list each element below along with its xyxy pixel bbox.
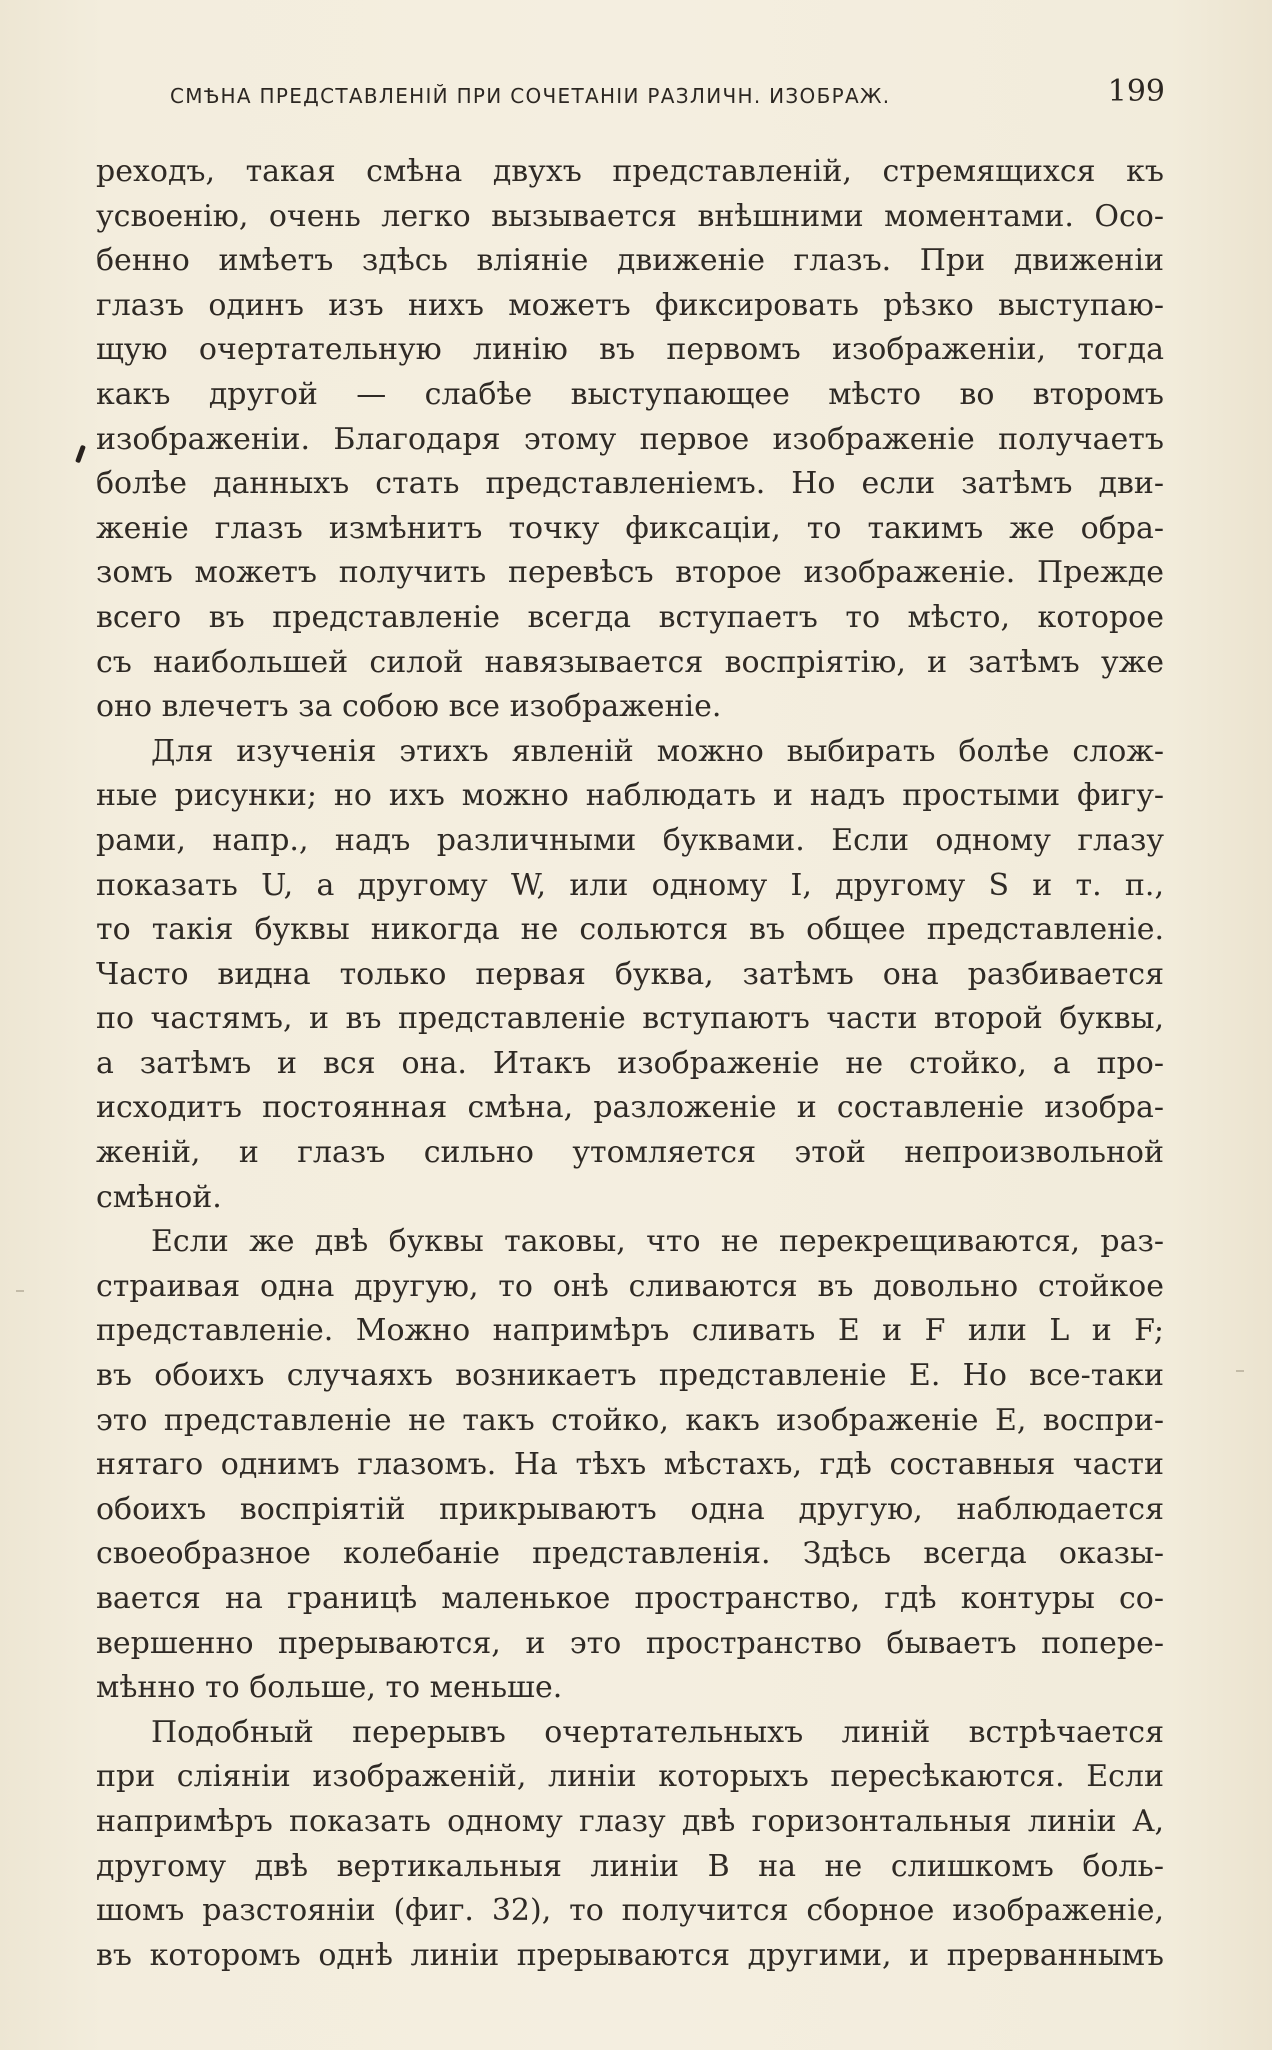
text-line: въ которомъ однѣ линіи прерываются другими, и прерваннымъ xyxy=(96,1937,1164,1973)
text-line: вается на границѣ маленькое пространство, гдѣ контуры со- xyxy=(96,1581,1164,1616)
text-line: въ обоихъ случаяхъ возникаетъ представленіе E. Но все-таки xyxy=(96,1358,1164,1394)
body-text xyxy=(96,150,1164,1978)
text-line: страивая одна другую, то онѣ сливаются въ довольно стойкое xyxy=(96,1268,1164,1304)
text-line: показать U, а другому W, или одному I, другому S и т. п., xyxy=(96,867,1164,903)
text-line: съ наибольшей силой навязывается воспріятію, и затѣмъ уже xyxy=(96,644,1164,680)
text-line: щую очертательную линію въ первомъ изображеніи, тогда xyxy=(96,332,1164,368)
text-line: при сліяніи изображеній, линіи которыхъ пересѣкаются. Если xyxy=(96,1759,1164,1795)
paper-speck xyxy=(1236,1370,1244,1372)
text-line: глазъ одинъ изъ нихъ можетъ фиксировать рѣзко выступаю- xyxy=(96,287,1164,323)
paragraph-last-line: смѣной. xyxy=(96,1179,222,1215)
text-line: реходъ, такая смѣна двухъ представленій, стремящихся къ xyxy=(96,154,1164,189)
text-line: вершенно прерываются, и это пространство бываетъ попере- xyxy=(96,1625,1164,1661)
text-line: женіе глазъ измѣнитъ точку фиксаціи, то такимъ же обра- xyxy=(96,510,1164,546)
paragraph-first-line: Подобный перерывъ очертательныхъ линій встрѣчается xyxy=(151,1714,1164,1750)
paragraph-first-line: Для изученія этихъ явленій можно выбирать болѣе слож- xyxy=(151,733,1164,769)
text-line: исходитъ постоянная смѣна, разложеніе и составленіе изобра- xyxy=(96,1090,1164,1126)
text-line: бенно имѣетъ здѣсь вліяніе движеніе глазъ. При движеніи xyxy=(96,243,1164,279)
text-line: то такія буквы никогда не сольются въ общее представленіе. xyxy=(96,912,1164,948)
text-line: нятаго однимъ глазомъ. На тѣхъ мѣстахъ, гдѣ составныя части xyxy=(96,1447,1164,1483)
text-line: какъ другой — слабѣе выступающее мѣсто во второмъ xyxy=(96,376,1164,412)
text-line: рами, напр., надъ различными буквами. Если одному глазу xyxy=(96,822,1164,858)
paragraph-first-line: Если же двѣ буквы таковы, что не перекрещиваются, раз- xyxy=(151,1224,1164,1260)
text-line: изображеніи. Благодаря этому первое изображеніе получаетъ xyxy=(96,421,1164,457)
text-line: ные рисунки; но ихъ можно наблюдать и надъ простыми фигу- xyxy=(96,778,1164,814)
running-title: СМѢНА ПРЕДСТАВЛЕНІЙ ПРИ СОЧЕТАНІИ РАЗЛИЧН. ИЗОБРАЖ. xyxy=(170,84,891,108)
text-line: представленіе. Можно напримѣръ сливать E и F или L и F; xyxy=(96,1313,1164,1349)
text-line: усвоенію, очень легко вызывается внѣшними моментами. Осо- xyxy=(96,198,1164,234)
ink-mark xyxy=(75,445,86,464)
text-line: это представленіе не такъ стойко, какъ изображеніе E, воспри- xyxy=(96,1402,1164,1438)
text-line: болѣе данныхъ стать представленіемъ. Но если затѣмъ дви- xyxy=(96,466,1164,502)
text-line: а затѣмъ и вся она. Итакъ изображеніе не стойко, а про- xyxy=(96,1045,1164,1081)
page-number: 199 xyxy=(1107,74,1165,109)
text-line: своеобразное колебаніе представленія. Здѣсь всегда оказы- xyxy=(96,1536,1164,1572)
text-line: обоихъ воспріятій прикрываютъ одна другую, наблюдается xyxy=(96,1491,1164,1527)
text-line: Часто видна только первая буква, затѣмъ она разбивается xyxy=(96,956,1164,992)
paper-speck xyxy=(16,1290,24,1292)
text-line: женій, и глазъ сильно утомляется этой непроизвольной xyxy=(96,1135,1164,1171)
text-line: другому двѣ вертикальныя линіи B на не слишкомъ боль- xyxy=(96,1848,1164,1884)
paragraph-last-line: мѣнно то больше, то меньше. xyxy=(96,1670,563,1706)
text-line: шомъ разстояніи (фиг. 32), то получится сборное изображеніе, xyxy=(96,1893,1164,1929)
text-line: по частямъ, и въ представленіе вступаютъ части второй буквы, xyxy=(96,1001,1164,1037)
text-line: зомъ можетъ получить перевѣсъ второе изображеніе. Прежде xyxy=(96,555,1164,591)
text-line: напримѣръ показать одному глазу двѣ горизонтальныя линіи A, xyxy=(96,1803,1164,1839)
paragraph-last-line: оно влечетъ за собою все изображеніе. xyxy=(96,689,722,725)
running-header xyxy=(170,70,1170,120)
text-line: всего въ представленіе всегда вступаетъ то мѣсто, которое xyxy=(96,599,1164,635)
